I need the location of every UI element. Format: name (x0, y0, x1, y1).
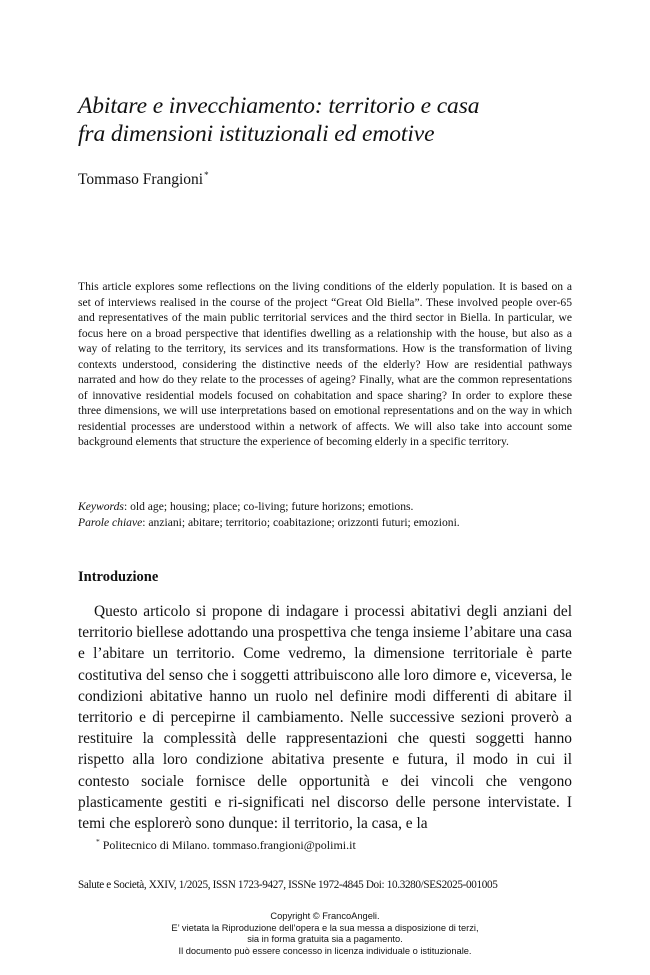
section-heading: Introduzione (78, 569, 159, 585)
article-title-line-1: Abitare e invecchiamento: territorio e casa (78, 93, 480, 119)
article-title-line-2: fra dimensioni istituzionali ed emotive (78, 121, 435, 147)
abstract-paragraph: This article explores some reflections on the living conditions of the elderly population. It is based on a set of interviews realised in the course of the project “Great Old Biella”. These involved people over-65 and representatives of the main public territorial services and the third sector in Biella. In particular, we focus here on a broad perspective that identifies dwelling as a relationship with the house, but also as a way of relating to the territory, its services and its transformations. How is the transformation of living contexts understood, considering the distinctive needs of the elderly? How are residential pathways narrated and how do they relate to the processes of ageing? Finally, what are the common representations of innovative residential models focused on cohabitation and space sharing? In order to explore these three dimensions, we will use interpretations based on emotional representations and on the way in which residential processes are understood within a network of affects. We will also take into account some background elements that structure the experience of becoming elderly in a specific territory. (78, 280, 572, 448)
copyright-line-2: E’ vietata la Riproduzione dell’opera e la sua messa a disposizione di terzi, (171, 922, 479, 933)
keywords-english (78, 499, 572, 515)
author-name-text: Tommaso Frangioni (78, 171, 204, 188)
author-footnote-marker: * (204, 169, 209, 180)
journal-citation: Salute e Società, XXIV, 1/2025, ISSN 1723-9427, ISSNe 1972-4845 Doi: 10.3280/SES2025-001005 (78, 879, 498, 891)
keywords-block (78, 499, 572, 530)
keywords-label: Keywords (78, 500, 124, 513)
copyright-notice (0, 911, 650, 957)
keywords-values: : old age; housing; place; co-living; future horizons; emotions. (123, 500, 414, 513)
copyright-line-4: Il documento può essere concesso in licenza individuale o istituzionale. (178, 945, 472, 956)
body-paragraph: Questo articolo si propone di indagare i processi abitativi degli anziani del territorio biellese adottando una prospettiva che tenga insieme l’abitare una casa e l’abitare un territorio. Come vedremo, la dimensione territoriale è parte costitutiva del senso che i soggetti attribuiscono alle loro dimore e, viceversa, le condizioni abitative hanno un ruolo nel definire modi differenti di abitare il territorio e di percepirne il cambiamento. Nelle successive sezioni proverò a restituire la complessità delle rappresentazioni che questi soggetti hanno rispetto alla loro condizione abitativa presente e futura, il modo in cui il contesto sociale fornisce delle opportunità e dei vincoli che vengono plasticamente gestiti e ri-significati nel discorso delle persone intervistate. I temi che esplorerò sono dunque: il territorio, la casa, e la (78, 603, 573, 833)
keywords-italian (78, 515, 572, 531)
footnote-text: Politecnico di Milano. tommaso.frangioni@polimi.it (102, 838, 356, 852)
copyright-line-3: sia in forma gratuita sia a pagamento. (247, 934, 403, 945)
parole-chiave-values: : anziani; abitare; territorio; coabitazione; orizzonti futuri; emozioni. (142, 515, 460, 529)
copyright-line-1: Copyright © FrancoAngeli. (270, 911, 380, 921)
footnote (96, 837, 356, 853)
author-name (78, 170, 209, 190)
parole-chiave-label: Parole chiave (78, 515, 143, 529)
footnote-marker: * (96, 837, 100, 846)
article-title (78, 92, 578, 148)
